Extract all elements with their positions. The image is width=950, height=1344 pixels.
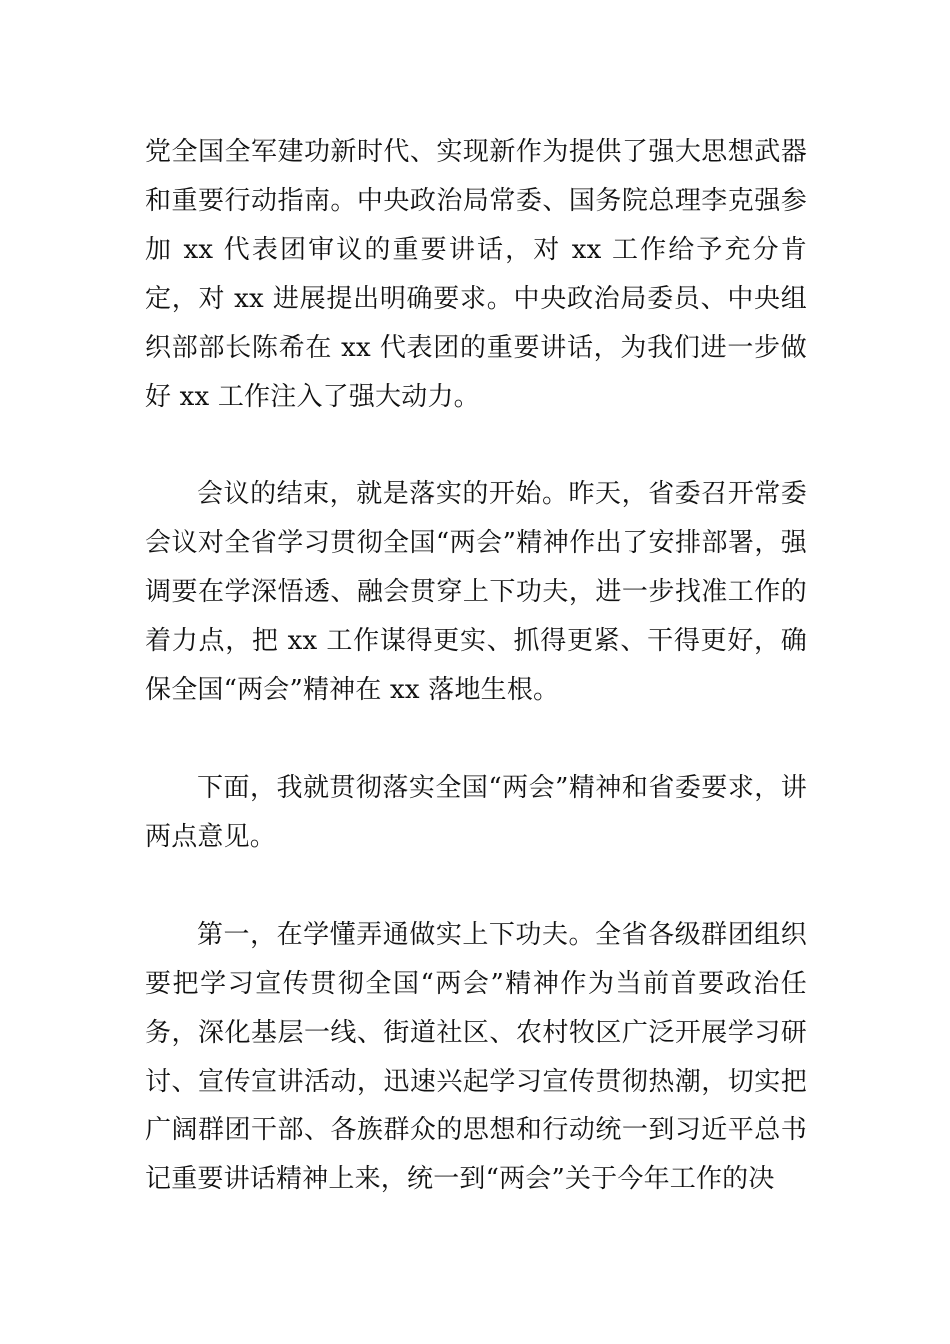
paragraph-continuation: 党全国全军建功新时代、实现新作为提供了强大思想武器和重要行动指南。中央政治局常委、国务院总理李克强参加 xx 代表团审议的重要讲话，对 xx 工作给予充分肯定，对 xx 进展提出明确要求。中央政治局委员、中央组织部部长陈希在 xx 代表团的重要讲话，为我们进一步做好 xx 工作注入了强大动力。 [145, 137, 807, 412]
paragraph-meeting-conclusion: 会议的结束，就是落实的开始。昨天，省委召开常委会议对全省学习贯彻全国“两会”精神作出了安排部署，强调要在学深悟透、融会贯穿上下功夫，进一步找准工作的着力点，把 xx 工作谋得更实、抓得更紧、干得更好，确保全国“两会”精神在 xx 落地生根。 [145, 479, 807, 706]
document-body [145, 128, 807, 1253]
paragraph-introduction-of-opinions: 下面，我就贯彻落实全国“两会”精神和省委要求，讲两点意见。 [145, 772, 807, 852]
paragraph-first-point: 第一，在学懂弄通做实上下功夫。全省各级群团组织要把学习宣传贯彻全国“两会”精神作为当前首要政治任务，深化基层一线、街道社区、农村牧区广泛开展学习研讨、宣传宣讲活动，迅速兴起学习宣传贯彻热潮，切实把广阔群团干部、各族群众的思想和行动统一到习近平总书记重要讲话精神上来，统一到“两会”关于今年工作的决 [145, 919, 807, 1195]
